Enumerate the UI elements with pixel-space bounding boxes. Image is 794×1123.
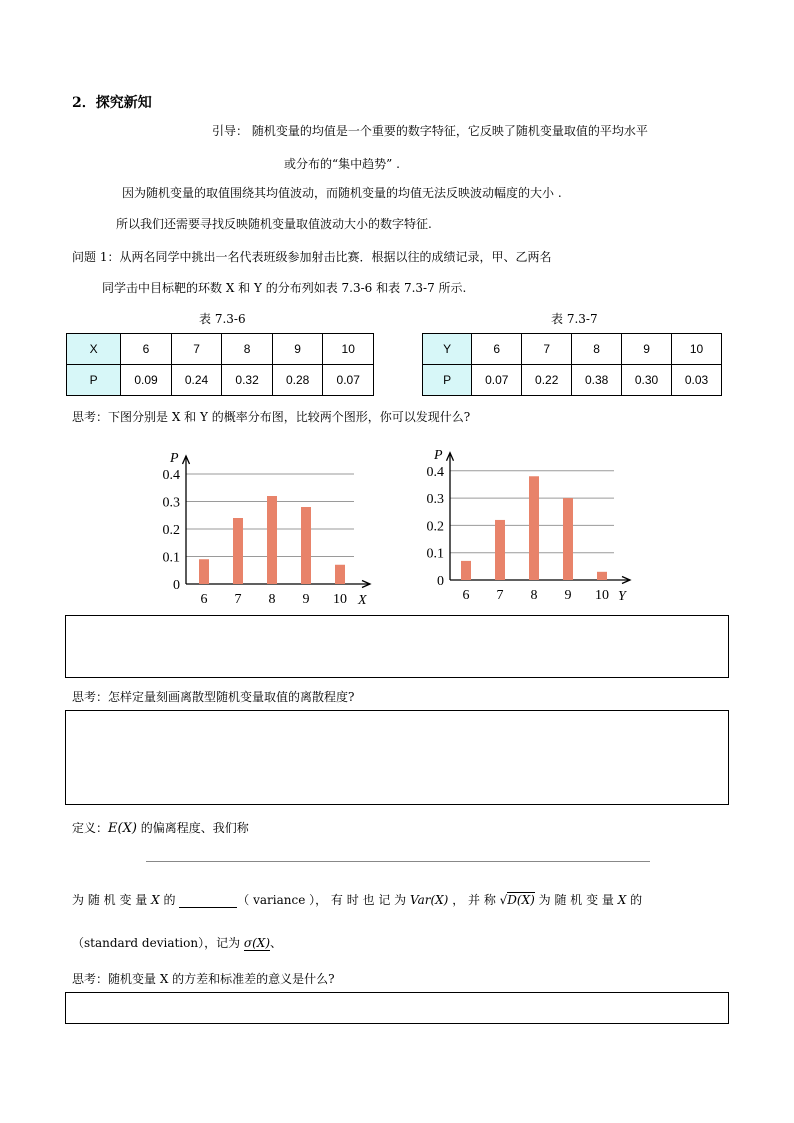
y-tick-label: 0.1: [426, 546, 444, 562]
y-tick-label: 0.2: [162, 523, 180, 538]
bar-7: [495, 520, 505, 580]
intro-line-2: 或分布的“集中趋势” .: [284, 157, 400, 171]
question-1-line-2: 同学击中目标靶的环数 X 和 Y 的分布列如表 7.3-6 和表 7.3-7 所示.: [102, 281, 467, 295]
x-tick-label: 8: [530, 588, 538, 603]
table-cell: 10: [323, 334, 374, 365]
table-cell: 0.30: [622, 365, 672, 396]
table-2-caption: 表 7.3-7: [551, 312, 598, 326]
paragraph-2: 所以我们还需要寻找反映随机变量取值波动大小的数字特征.: [116, 217, 432, 231]
table-cell: 8: [222, 334, 273, 365]
table-cell: X: [67, 334, 121, 365]
bar-7: [233, 518, 243, 584]
think-prompt-2: 思考：怎样定量刻画离散型随机变量取值的离散程度?: [72, 690, 355, 704]
variance-blank[interactable]: [179, 893, 237, 908]
answer-box-2[interactable]: [65, 710, 729, 805]
std-line: [72, 934, 282, 951]
paragraph-1: 因为随机变量的取值围绕其均值波动，而随机变量的均值无法反映波动幅度的大小 .: [122, 186, 562, 200]
variable-x: X: [151, 893, 160, 907]
definition-text: 的偏离程度、我们称: [136, 821, 249, 835]
sqrt-expr: D(X): [507, 893, 535, 907]
table-row: [423, 334, 722, 365]
table-cell: 9: [272, 334, 323, 365]
variance-text-4: ， 并 称: [448, 893, 500, 907]
table-cell: 9: [622, 334, 672, 365]
answer-box-3[interactable]: [65, 992, 729, 1024]
table-cell: 0.07: [323, 365, 374, 396]
x-tick-label: 9: [564, 588, 572, 603]
probability-chart-y: [410, 430, 640, 605]
table-cell: 0.07: [472, 365, 522, 396]
definition-line: [72, 819, 249, 836]
y-axis-label: P: [434, 447, 443, 463]
table-cell: 8: [572, 334, 622, 365]
variance-line: [72, 891, 642, 908]
var-expr: Var(X): [410, 893, 449, 907]
sqrt-symbol: √: [499, 893, 508, 907]
variable-x-2: X: [617, 893, 627, 907]
definition-label: 定义：: [72, 821, 109, 835]
y-tick-label: 0: [173, 578, 180, 593]
bar-8: [529, 476, 539, 580]
x-tick-label: 9: [302, 592, 310, 607]
bar-6: [199, 559, 209, 584]
std-text-2: 、: [270, 936, 283, 950]
bar-9: [563, 498, 573, 580]
y-tick-label: 0.3: [162, 495, 180, 511]
sigma-expr: σ(X): [243, 936, 271, 950]
y-tick-label: 0.4: [426, 464, 444, 480]
std-text-1: （standard deviation），记为: [72, 936, 244, 950]
think-prompt-1: 思考：下图分别是 X 和 Y 的概率分布图，比较两个图形，你可以发现什么?: [72, 410, 471, 424]
variance-text-1: 为 随 机 变 量: [72, 893, 152, 907]
table-cell: 6: [121, 334, 172, 365]
intro-line-1: 引导： 随机变量的均值是一个重要的数字特征，它反映了随机变量取值的平均水平: [212, 124, 648, 138]
table-cell: 0.32: [222, 365, 273, 396]
table-cell: Y: [423, 334, 472, 365]
table-cell: 6: [472, 334, 522, 365]
x-tick-label: 8: [268, 592, 276, 607]
table-cell: 10: [672, 334, 722, 365]
y-tick-label: 0.1: [162, 550, 180, 566]
table-cell: 0.09: [121, 365, 172, 396]
distribution-table-x: [66, 333, 374, 396]
x-tick-label: 7: [496, 588, 504, 603]
table-cell: P: [67, 365, 121, 396]
variance-text-2: 的: [159, 893, 180, 907]
variance-text-6: 的: [626, 893, 643, 907]
table-cell: 0.28: [272, 365, 323, 396]
bar-6: [461, 561, 471, 580]
x-axis-label: X: [358, 593, 367, 608]
table-cell: 0.03: [672, 365, 722, 396]
definition-blank-line[interactable]: [146, 861, 650, 862]
answer-box-1[interactable]: [65, 615, 729, 678]
table-1-caption: 表 7.3-6: [199, 312, 246, 326]
bar-10: [335, 565, 345, 584]
y-axis-label: P: [170, 451, 179, 466]
question-1-line-1: 问题 1：从两名同学中挑出一名代表班级参加射击比赛．根据以往的成绩记录，甲、乙两名: [72, 250, 552, 264]
x-tick-label: 10: [595, 588, 609, 603]
probability-chart-x: [150, 438, 380, 608]
y-tick-label: 0.2: [426, 519, 444, 535]
x-tick-label: 6: [200, 592, 208, 607]
variance-text-3: （ variance ）， 有 时 也 记 为: [237, 893, 410, 907]
y-tick-label: 0.3: [426, 492, 444, 508]
table-cell: P: [423, 365, 472, 396]
distribution-table-y: [422, 333, 722, 396]
expectation-expr: E(X): [108, 821, 137, 836]
y-tick-label: 0.4: [162, 468, 180, 483]
table-cell: 0.22: [522, 365, 572, 396]
x-tick-label: 6: [462, 588, 470, 603]
variance-text-5: 为 随 机 变 量: [534, 893, 618, 907]
bar-9: [301, 507, 311, 584]
table-cell: 0.24: [171, 365, 222, 396]
table-cell: 0.38: [572, 365, 622, 396]
section-title: 2．探究新知: [72, 95, 152, 111]
y-tick-label: 0: [437, 574, 444, 589]
table-row: [67, 334, 374, 365]
think-prompt-3: 思考：随机变量 X 的方差和标准差的意义是什么?: [72, 972, 335, 986]
x-axis-label: Y: [618, 589, 626, 604]
table-row: [423, 365, 722, 396]
x-tick-label: 10: [333, 592, 347, 607]
bar-10: [597, 572, 607, 580]
x-tick-label: 7: [234, 592, 242, 607]
table-row: [67, 365, 374, 396]
table-cell: 7: [171, 334, 222, 365]
table-cell: 7: [522, 334, 572, 365]
bar-8: [267, 496, 277, 584]
